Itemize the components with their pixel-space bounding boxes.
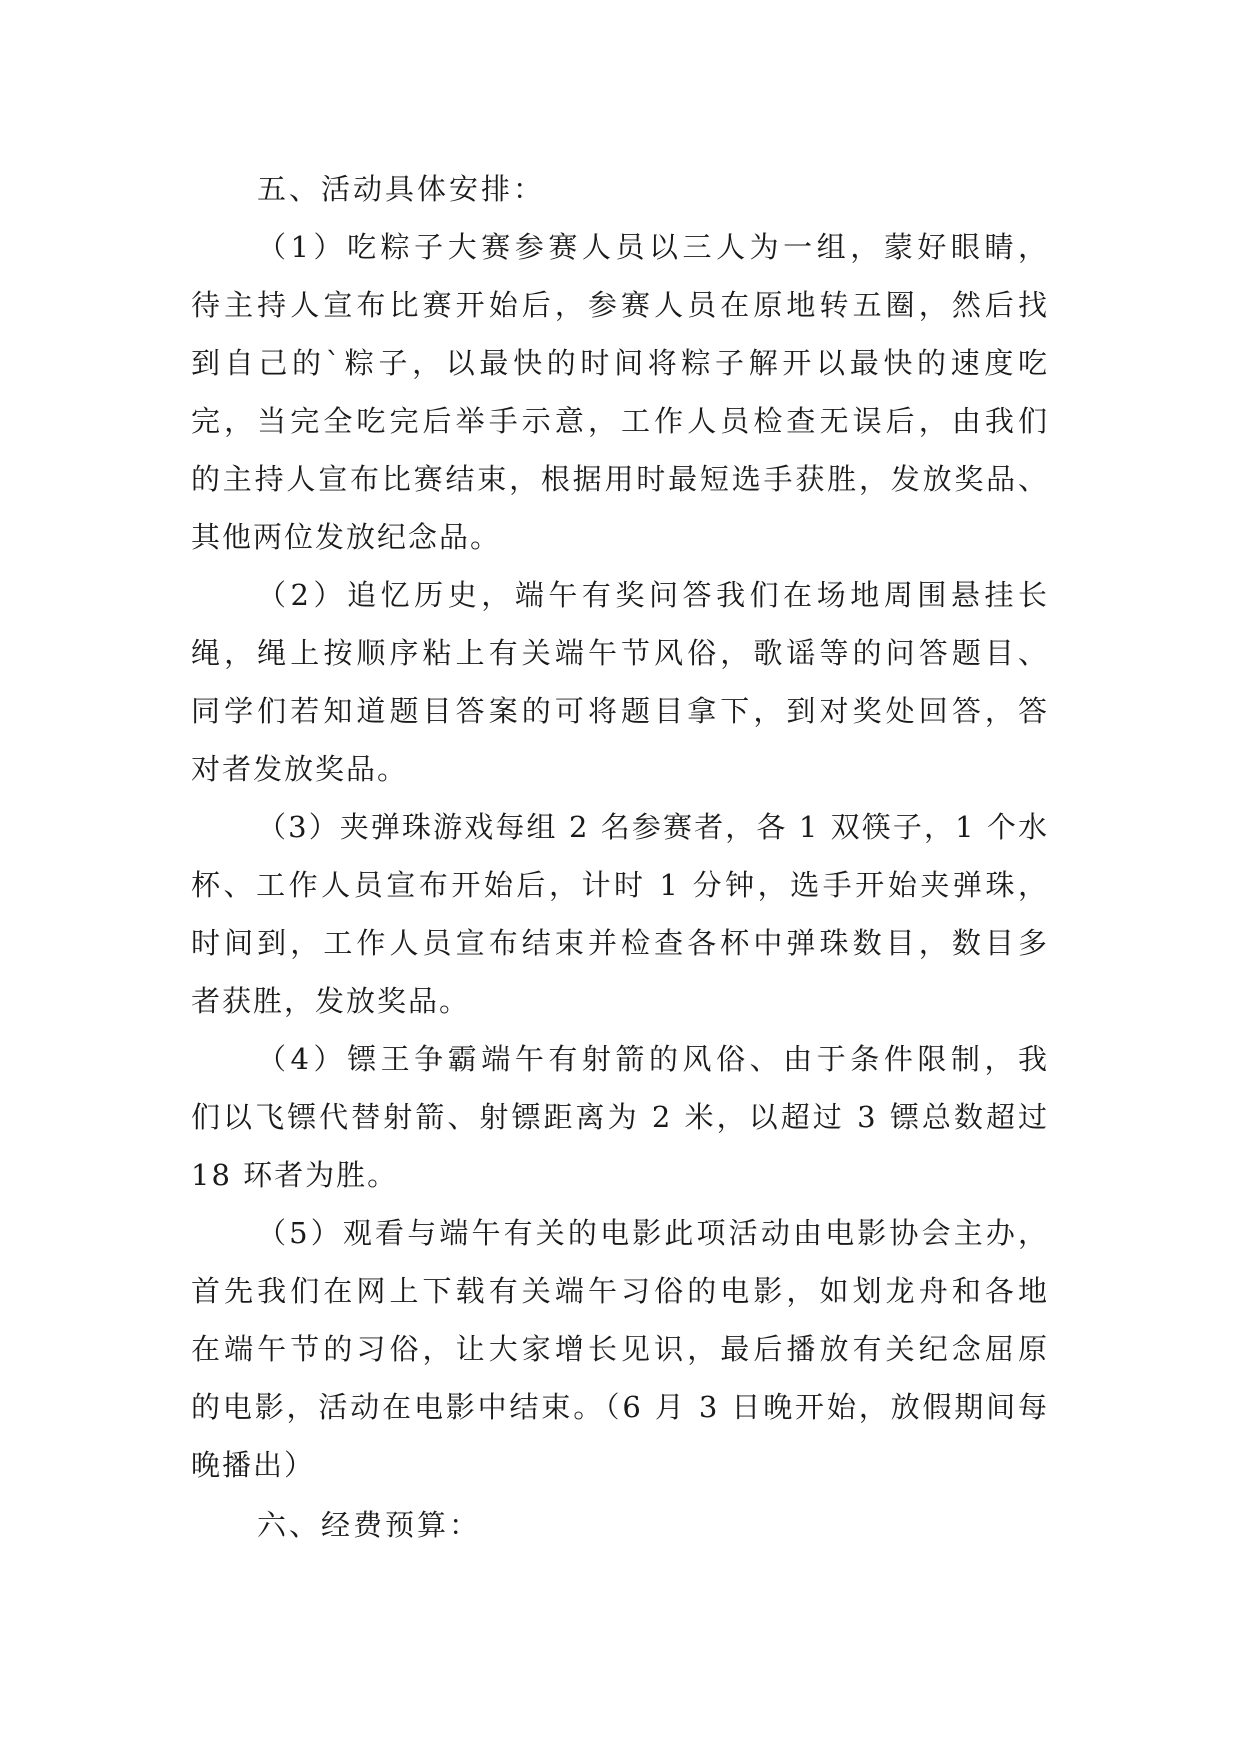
text-line: （1）吃粽子大赛参赛人员以三人为一组，蒙好眼睛， (257, 230, 1049, 264)
text-line: 其他两位发放纪念品。 (191, 520, 502, 554)
text-line: 杯、工作人员宣布开始后，计时 1 分钟，选手开始夹弹珠， (191, 868, 1049, 902)
text-line: 18 环者为胜。 (191, 1158, 399, 1192)
text-line: 者获胜，发放奖品。 (191, 984, 471, 1018)
text-line: 晚播出） (191, 1448, 316, 1482)
text-line: 的主持人宣布比赛结束，根据用时最短选手获胜，发放奖品、 (191, 462, 1049, 496)
paragraph-item-2 (191, 566, 1049, 798)
text-line: 在端午节的习俗，让大家增长见识，最后播放有关纪念屈原 (191, 1332, 1049, 1366)
document-body (191, 160, 1049, 1554)
paragraph-item-3 (191, 798, 1049, 1030)
text-line: 对者发放奖品。 (191, 752, 409, 786)
text-line: 同学们若知道题目答案的可将题目拿下，到对奖处回答，答 (191, 694, 1049, 728)
text-line: （3）夹弹珠游戏每组 2 名参赛者，各 1 双筷子，1 个水 (257, 810, 1049, 844)
text-line: 到自己的`粽子，以最快的时间将粽子解开以最快的速度吃 (191, 346, 1049, 380)
text-line: 待主持人宣布比赛开始后，参赛人员在原地转五圈，然后找 (191, 288, 1049, 322)
paragraph-item-5 (191, 1204, 1049, 1494)
text-line: 们以飞镖代替射箭、射镖距离为 2 米，以超过 3 镖总数超过 (191, 1100, 1049, 1134)
paragraph-item-4 (191, 1030, 1049, 1204)
text-line: （4）镖王争霸端午有射箭的风俗、由于条件限制，我 (257, 1042, 1049, 1076)
text-line: 绳，绳上按顺序粘上有关端午节风俗，歌谣等的问答题目、 (191, 636, 1049, 670)
text-line: （2）追忆历史，端午有奖问答我们在场地周围悬挂长 (257, 578, 1049, 612)
text-line: 的电影，活动在电影中结束。（6 月 3 日晚开始，放假期间每 (191, 1390, 1049, 1424)
paragraph-item-1 (191, 218, 1049, 566)
section-heading-activity-schedule: 五、活动具体安排： (257, 172, 546, 206)
text-line: （5）观看与端午有关的电影此项活动由电影协会主办， (257, 1216, 1049, 1250)
text-line: 完，当完全吃完后举手示意，工作人员检查无误后，由我们 (191, 404, 1049, 438)
section-heading-budget: 六、经费预算： (257, 1508, 482, 1542)
text-line: 首先我们在网上下载有关端午习俗的电影，如划龙舟和各地 (191, 1274, 1049, 1308)
text-line: 时间到，工作人员宣布结束并检查各杯中弹珠数目，数目多 (191, 926, 1049, 960)
